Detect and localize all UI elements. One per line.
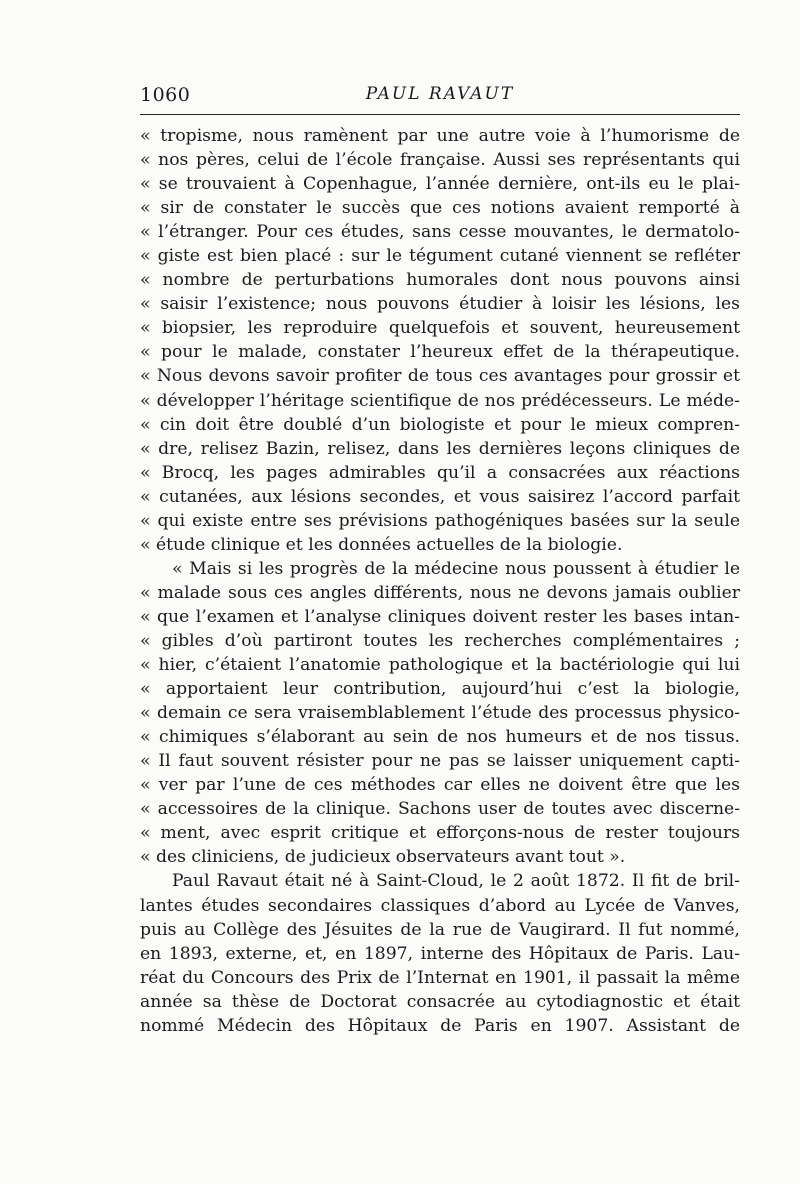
- text-line: « Il faut souvent résister pour ne pas se laisser uniquement capti-: [140, 751, 740, 772]
- text-line: « que l’examen et l’analyse cliniques doivent rester les bases intan-: [140, 606, 740, 627]
- text-line: « développer l’héritage scientifique de nos prédécesseurs. Le méde-: [140, 390, 740, 411]
- text-line: « dre, relisez Bazin, relisez, dans les dernières leçons cliniques de: [140, 438, 740, 459]
- text-line: « saisir l’existence; nous pouvons étudier à loisir les lésions, les: [140, 294, 740, 315]
- text-line: « accessoires de la clinique. Sachons user de toutes avec discerne-: [140, 799, 740, 820]
- text-line: « étude clinique et les données actuelles de la biologie.: [140, 534, 623, 555]
- text-line: « Brocq, les pages admirables qu’il a consacrées aux réactions: [140, 462, 740, 483]
- text-line: « ver par l’une de ces méthodes car elles ne doivent être que les: [140, 775, 740, 796]
- text-line: « chimiques s’élaborant au sein de nos humeurs et de nos tissus.: [140, 727, 740, 748]
- text-line: « giste est bien placé : sur le tégument cutané viennent se refléter: [140, 246, 740, 267]
- text-line: « hier, c’étaient l’anatomie pathologique et la bactériologie qui lui: [140, 655, 740, 676]
- text-line: « Nous devons savoir profiter de tous ces avantages pour grossir et: [140, 366, 740, 387]
- text-line: lantes études secondaires classiques d’abord au Lycée de Vanves,: [140, 895, 740, 916]
- text-line: Paul Ravaut était né à Saint-Cloud, le 2 août 1872. Il fit de bril-: [172, 871, 740, 892]
- page-header: [140, 78, 740, 115]
- text-line: « pour le malade, constater l’heureux effet de la thérapeutique.: [140, 342, 740, 363]
- text-line: en 1893, externe, et, en 1897, interne des Hôpitaux de Paris. Lau-: [140, 943, 740, 964]
- text-line: « se trouvaient à Copenhague, l’année dernière, ont-ils eu le plai-: [140, 174, 740, 195]
- text-line: « Mais si les progrès de la médecine nous poussent à étudier le: [172, 558, 740, 579]
- text-line: « qui existe entre ses prévisions pathogéniques basées sur la seule: [140, 510, 740, 531]
- text-line: année sa thèse de Doctorat consacrée au cytodiagnostic et était: [140, 991, 740, 1012]
- text-line: « cutanées, aux lésions secondes, et vous saisirez l’accord parfait: [140, 486, 740, 507]
- text-line: « cin doit être doublé d’un biologiste et pour le mieux compren-: [140, 414, 740, 435]
- text-line: réat du Concours des Prix de l’Internat en 1901, il passait la même: [140, 967, 740, 988]
- text-line: « nos pères, celui de l’école française. Aussi ses représentants qui: [140, 150, 740, 171]
- running-head: PAUL RAVAUT: [365, 84, 515, 104]
- text-line: « demain ce sera vraisemblablement l’étude des processus physico-: [140, 703, 740, 724]
- text-line: puis au Collège des Jésuites de la rue de Vaugirard. Il fut nommé,: [140, 919, 740, 940]
- text-line: « gibles d’où partiront toutes les recherches complémentaires ;: [140, 630, 740, 651]
- body-text: [140, 124, 740, 1038]
- text-line: « sir de constater le succès que ces notions avaient remporté à: [140, 198, 740, 219]
- text-line: nommé Médecin des Hôpitaux de Paris en 1907. Assistant de: [140, 1015, 740, 1036]
- text-line: « ment, avec esprit critique et efforçons-nous de rester toujours: [140, 823, 740, 844]
- text-line: « l’étranger. Pour ces études, sans cesse mouvantes, le dermatolo-: [140, 222, 740, 243]
- text-line: « des cliniciens, de judicieux observateurs avant tout ».: [140, 847, 626, 868]
- text-line: « biopsier, les reproduire quelquefois et souvent, heureusement: [140, 318, 740, 339]
- text-line: « apportaient leur contribution, aujourd’hui c’est la biologie,: [140, 679, 740, 700]
- text-line: « nombre de perturbations humorales dont nous pouvons ainsi: [140, 270, 740, 291]
- text-line: « malade sous ces angles différents, nous ne devons jamais oublier: [140, 582, 740, 603]
- page-number: 1060: [140, 84, 191, 106]
- text-line: « tropisme, nous ramènent par une autre voie à l’humorisme de: [140, 126, 740, 146]
